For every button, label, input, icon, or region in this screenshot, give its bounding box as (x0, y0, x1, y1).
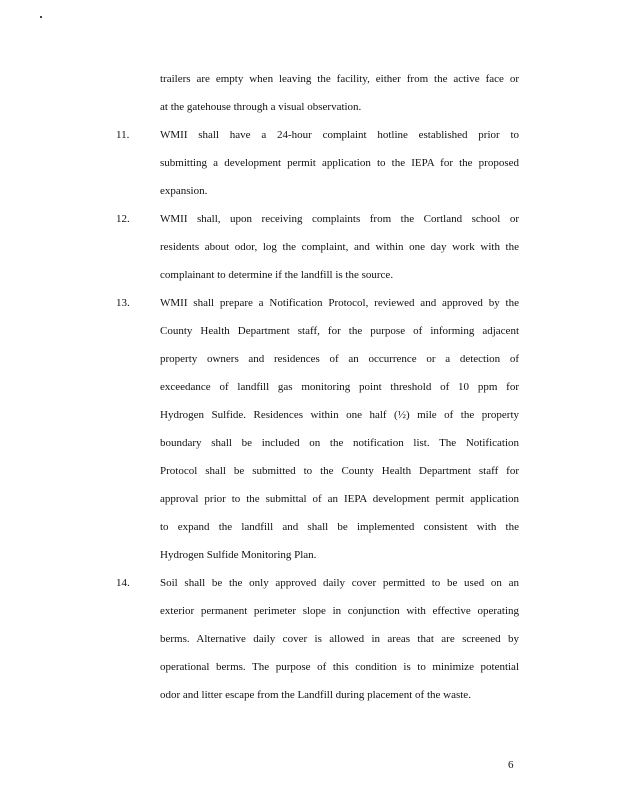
page-number: 6 (508, 759, 514, 771)
item-line: WMII shall have a 24-hour complaint hotline established prior to (160, 129, 519, 141)
item-line: complainant to determine if the landfill is the source. (160, 269, 394, 281)
item-line: submitting a development permit application to the IEPA for the proposed (160, 157, 519, 169)
item-line: expansion. (160, 185, 208, 197)
item-line: exceedance of landfill gas monitoring point threshold of 10 ppm for (160, 381, 519, 393)
item-line: WMII shall prepare a Notification Protocol, reviewed and approved by the (160, 297, 519, 309)
item-line: to expand the landfill and shall be implemented consistent with the (160, 521, 519, 533)
item-line: boundary shall be included on the notification list. The Notification (160, 437, 519, 449)
item-line: odor and litter escape from the Landfill during placement of the waste. (160, 689, 471, 701)
item-line: WMII shall, upon receiving complaints from the Cortland school or (160, 213, 519, 225)
item-number: 11. (116, 129, 130, 141)
item-line: operational berms. The purpose of this condition is to minimize potential (160, 661, 519, 673)
item-line: approval prior to the submittal of an IEPA development permit application (160, 493, 519, 505)
item-line: Hydrogen Sulfide. Residences within one half (½) mile of the property (160, 409, 519, 421)
item-line: Soil shall be the only approved daily cover permitted to be used on an (160, 577, 519, 589)
item-line: Hydrogen Sulfide Monitoring Plan. (160, 549, 317, 561)
intro-line: trailers are empty when leaving the facility, either from the active face or (160, 73, 519, 85)
item-line: exterior permanent perimeter slope in conjunction with effective operating (160, 605, 519, 617)
item-line: County Health Department staff, for the purpose of informing adjacent (160, 325, 519, 337)
item-line: berms. Alternative daily cover is allowed in areas that are screened by (160, 633, 519, 645)
item-number: 12. (116, 213, 130, 225)
item-line: residents about odor, log the complaint, and within one day work with the (160, 241, 519, 253)
item-line: Protocol shall be submitted to the County Health Department staff for (160, 465, 519, 477)
intro-line: at the gatehouse through a visual observation. (160, 101, 362, 113)
item-number: 14. (116, 577, 130, 589)
scan-speck (40, 16, 42, 18)
item-line: property owners and residences of an occurrence or a detection of (160, 353, 519, 365)
item-number: 13. (116, 297, 130, 309)
